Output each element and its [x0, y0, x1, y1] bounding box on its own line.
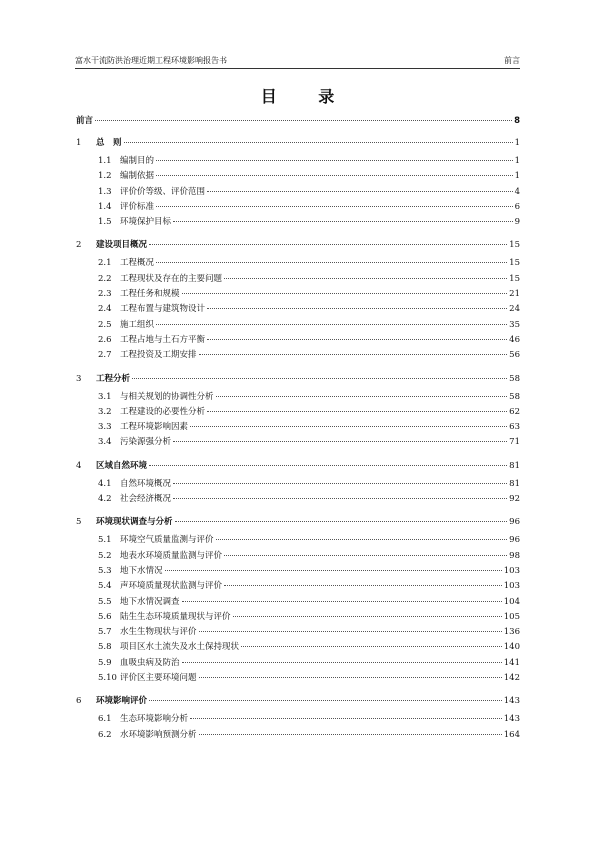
toc-section[interactable] [76, 640, 520, 655]
dot-leader [190, 426, 507, 427]
toc-entry-number: 1.3 [98, 186, 112, 197]
toc-page-number: 98 [509, 550, 520, 561]
toc-entry-label: 前言 [76, 116, 94, 126]
chapter-spacer [76, 451, 520, 455]
toc-section[interactable] [76, 390, 520, 405]
toc-entry-label: 评价价等级、评价范围 [120, 186, 206, 197]
toc-page-number: 143 [503, 696, 520, 707]
toc-page-number: 4 [514, 186, 520, 197]
toc-entry-label: 环境空气质量监测与评价 [120, 535, 214, 546]
dot-leader [207, 339, 507, 340]
toc-entry-number: 5.4 [98, 581, 112, 592]
toc-page-number: 56 [509, 350, 520, 361]
toc-page-number: 58 [509, 391, 520, 402]
dot-leader [207, 191, 513, 192]
toc-section[interactable] [76, 256, 520, 271]
toc-section[interactable] [76, 477, 520, 492]
dot-leader [173, 441, 507, 442]
dot-leader [224, 278, 507, 279]
toc-entry-label: 评价标准 [120, 201, 155, 212]
toc-section[interactable] [76, 333, 520, 348]
toc-entry-number: 2 [76, 240, 82, 251]
toc-entry-number: 3.3 [98, 422, 112, 433]
toc-chapter[interactable] [76, 238, 520, 256]
chapter-spacer [76, 364, 520, 368]
toc-entry-number: 2.2 [98, 273, 112, 284]
toc-entry-label: 社会经济概况 [120, 494, 172, 505]
toc-entry-label: 工程任务和规模 [120, 289, 180, 300]
dot-leader [156, 160, 513, 161]
toc-section[interactable] [76, 549, 520, 564]
toc-entry-number: 4 [76, 460, 82, 471]
dot-leader [156, 175, 513, 176]
toc-entry-number: 3.1 [98, 391, 112, 402]
dot-leader [149, 244, 507, 245]
dot-leader [124, 142, 513, 143]
toc-entry-number: 5.8 [98, 642, 112, 653]
toc-entry-label: 施工组织 [120, 319, 155, 330]
toc-entry-number: 1.5 [98, 217, 112, 228]
dot-leader [241, 646, 502, 647]
toc-entry-number: 2.4 [98, 304, 112, 315]
toc-entry-number: 3 [76, 373, 82, 384]
toc-section[interactable] [76, 595, 520, 610]
toc-page-number: 141 [503, 657, 520, 668]
toc-entry-label: 评价区主要环境问题 [120, 673, 197, 684]
toc-section[interactable] [76, 215, 520, 230]
toc-section[interactable] [76, 302, 520, 317]
dot-leader [173, 498, 507, 499]
toc-section[interactable] [76, 564, 520, 579]
toc-entry-label: 水环境影响预测分析 [120, 729, 197, 740]
toc-entry-number: 2.3 [98, 289, 112, 300]
toc-entry-number: 5.6 [98, 611, 112, 622]
dot-leader [182, 662, 502, 663]
toc-page-number: 24 [509, 304, 520, 315]
toc-entry-number: 5 [76, 517, 82, 528]
toc-entry-number: 5.9 [98, 657, 112, 668]
toc-entry-label: 区域自然环境 [96, 460, 148, 471]
toc-entry-label: 与相关规划的协调性分析 [120, 391, 214, 402]
toc-entry-number: 6 [76, 696, 82, 707]
toc-page-number: 15 [509, 240, 520, 251]
dot-leader [233, 616, 502, 617]
dot-leader [175, 521, 508, 522]
toc-entry-label: 陆生生态环境质量现状与评价 [120, 611, 231, 622]
toc-section[interactable] [76, 671, 520, 686]
toc-entry-preface[interactable] [76, 114, 520, 132]
toc-page-number: 1 [514, 138, 520, 148]
toc-entry-number: 3.2 [98, 406, 112, 417]
chapter-spacer [76, 507, 520, 511]
dot-leader [216, 539, 508, 540]
dot-leader [216, 396, 508, 397]
toc-page-number: 58 [509, 373, 520, 384]
dot-leader [156, 324, 507, 325]
dot-leader [173, 221, 513, 222]
toc-entry-label: 建设项目概况 [96, 240, 148, 251]
toc-entry-label: 水生生物现状与评价 [120, 627, 197, 638]
toc-entry-number: 5.7 [98, 627, 112, 638]
chapter-spacer [76, 686, 520, 690]
toc-page-number: 1 [514, 156, 520, 166]
dot-leader [156, 206, 513, 207]
toc-entry-label: 环境保护目标 [120, 217, 172, 228]
toc-page-number: 140 [503, 642, 520, 653]
toc-page-number: 9 [514, 217, 520, 228]
toc-page-number: 81 [509, 478, 520, 489]
dot-leader [95, 120, 512, 121]
toc-entry-number: 5.5 [98, 596, 112, 607]
toc-entry-label: 工程占地与土石方平衡 [120, 334, 206, 345]
toc-entry-label: 编制依据 [120, 171, 155, 182]
toc-section[interactable] [76, 420, 520, 435]
toc-page-number: 103 [503, 565, 520, 576]
dot-leader [207, 308, 507, 309]
toc-entry-number: 1.2 [98, 171, 112, 182]
toc-page-number: 105 [503, 611, 520, 622]
toc-page-number: 104 [503, 596, 520, 607]
toc-entry-number: 4.2 [98, 494, 112, 505]
toc-section[interactable] [76, 185, 520, 200]
toc-entry-label: 地表水环境质量监测与评价 [120, 550, 223, 561]
toc-section[interactable] [76, 435, 520, 450]
toc-section[interactable] [76, 405, 520, 420]
toc-entry-number: 1.1 [98, 156, 112, 166]
toc-page-number: 63 [509, 422, 520, 433]
toc-entry-label: 项目区水土流失及水土保持现状 [120, 642, 240, 653]
toc-chapter[interactable] [76, 136, 520, 154]
toc-page-number: 8 [514, 116, 520, 126]
toc-entry-number: 5.10 [98, 673, 117, 684]
toc-page-number: 46 [509, 334, 520, 345]
toc-page-number: 15 [509, 273, 520, 284]
toc-chapter[interactable] [76, 459, 520, 477]
toc-entry-label: 自然环境概况 [120, 478, 172, 489]
dot-leader [224, 555, 507, 556]
toc-entry-number: 2.1 [98, 258, 112, 269]
toc-entry-label: 工程投资及工期安排 [120, 350, 197, 361]
toc-entry-number: 1 [76, 138, 82, 148]
dot-leader [224, 585, 502, 586]
toc-entry-number: 2.5 [98, 319, 112, 330]
toc-section[interactable] [76, 610, 520, 625]
toc-page-number: 164 [503, 729, 520, 740]
chapter-spacer [76, 230, 520, 234]
toc-chapter[interactable] [76, 694, 520, 712]
toc-section[interactable] [76, 712, 520, 727]
toc-entry-number: 6.2 [98, 729, 112, 740]
header-section: 前言 [504, 56, 520, 65]
toc-section[interactable] [76, 287, 520, 302]
dot-leader [132, 378, 507, 379]
toc-entry-number: 6.1 [98, 714, 112, 725]
toc-chapter[interactable] [76, 515, 520, 533]
toc-page-number: 15 [509, 258, 520, 269]
toc-section[interactable] [76, 169, 520, 184]
toc-entry-label: 环境现状调查与分析 [96, 517, 173, 528]
toc-entry-number: 5.3 [98, 565, 112, 576]
toc-page-number: 96 [509, 517, 520, 528]
toc-section[interactable] [76, 728, 520, 743]
dot-leader [182, 293, 508, 294]
toc-entry-number: 4.1 [98, 478, 112, 489]
toc-page-number: 142 [503, 673, 520, 684]
toc-page-number: 103 [503, 581, 520, 592]
dot-leader [199, 734, 502, 735]
table-of-contents [76, 114, 520, 747]
toc-entry-label: 工程布置与建筑物设计 [120, 304, 206, 315]
toc-section[interactable] [76, 625, 520, 640]
dot-leader [199, 631, 502, 632]
toc-page-number: 143 [503, 714, 520, 725]
toc-entry-label: 编制目的 [120, 156, 155, 166]
dot-leader [182, 601, 502, 602]
header-title: 富水干流防洪治理近期工程环境影响报告书 [75, 56, 227, 65]
toc-entry-number: 5.2 [98, 550, 112, 561]
toc-page-number: 136 [503, 627, 520, 638]
toc-entry-label: 总 则 [96, 138, 122, 148]
toc-page-number: 96 [509, 535, 520, 546]
toc-chapter[interactable] [76, 372, 520, 390]
toc-entry-label: 污染源强分析 [120, 437, 172, 448]
toc-entry-number: 1.4 [98, 201, 112, 212]
dot-leader [149, 700, 502, 701]
dot-leader [165, 570, 502, 571]
toc-page-number: 6 [514, 201, 520, 212]
toc-page-number: 35 [509, 319, 520, 330]
toc-section[interactable] [76, 348, 520, 363]
toc-section[interactable] [76, 579, 520, 594]
toc-page-number: 81 [509, 460, 520, 471]
toc-entry-number: 3.4 [98, 437, 112, 448]
toc-entry-label: 地下水情况 [120, 565, 163, 576]
dot-leader [207, 411, 507, 412]
toc-entry-label: 工程建设的必要性分析 [120, 406, 206, 417]
dot-leader [199, 354, 508, 355]
toc-entry-label: 生态环境影响分析 [120, 714, 189, 725]
toc-section[interactable] [76, 154, 520, 169]
toc-entry-number: 2.6 [98, 334, 112, 345]
toc-entry-number: 2.7 [98, 350, 112, 361]
toc-entry-label: 工程分析 [96, 373, 131, 384]
toc-entry-label: 工程环境影响因素 [120, 422, 189, 433]
chapter-spacer [76, 743, 520, 747]
dot-leader [173, 483, 507, 484]
dot-leader [199, 677, 502, 678]
toc-entry-label: 声环境质量现状监测与评价 [120, 581, 223, 592]
toc-page-number: 21 [509, 289, 520, 300]
toc-page-number: 1 [514, 171, 520, 182]
toc-entry-number: 5.1 [98, 535, 112, 546]
toc-section[interactable] [76, 533, 520, 548]
toc-entry-label: 工程现状及存在的主要问题 [120, 273, 223, 284]
toc-section[interactable] [76, 492, 520, 507]
toc-page-number: 71 [509, 437, 520, 448]
toc-section[interactable] [76, 318, 520, 333]
toc-entry-label: 血吸虫病及防治 [120, 657, 180, 668]
dot-leader [190, 718, 502, 719]
toc-entry-label: 地下水情况调查 [120, 596, 180, 607]
toc-entry-label: 环境影响评价 [96, 696, 148, 707]
toc-page-number: 92 [509, 494, 520, 505]
running-header [75, 50, 520, 69]
toc-entry-label: 工程概况 [120, 258, 155, 269]
toc-page-number: 62 [509, 406, 520, 417]
toc-section[interactable] [76, 200, 520, 215]
toc-title: 目 录 [260, 87, 353, 106]
toc-section[interactable] [76, 272, 520, 287]
dot-leader [149, 465, 507, 466]
toc-section[interactable] [76, 656, 520, 671]
dot-leader [156, 262, 507, 263]
